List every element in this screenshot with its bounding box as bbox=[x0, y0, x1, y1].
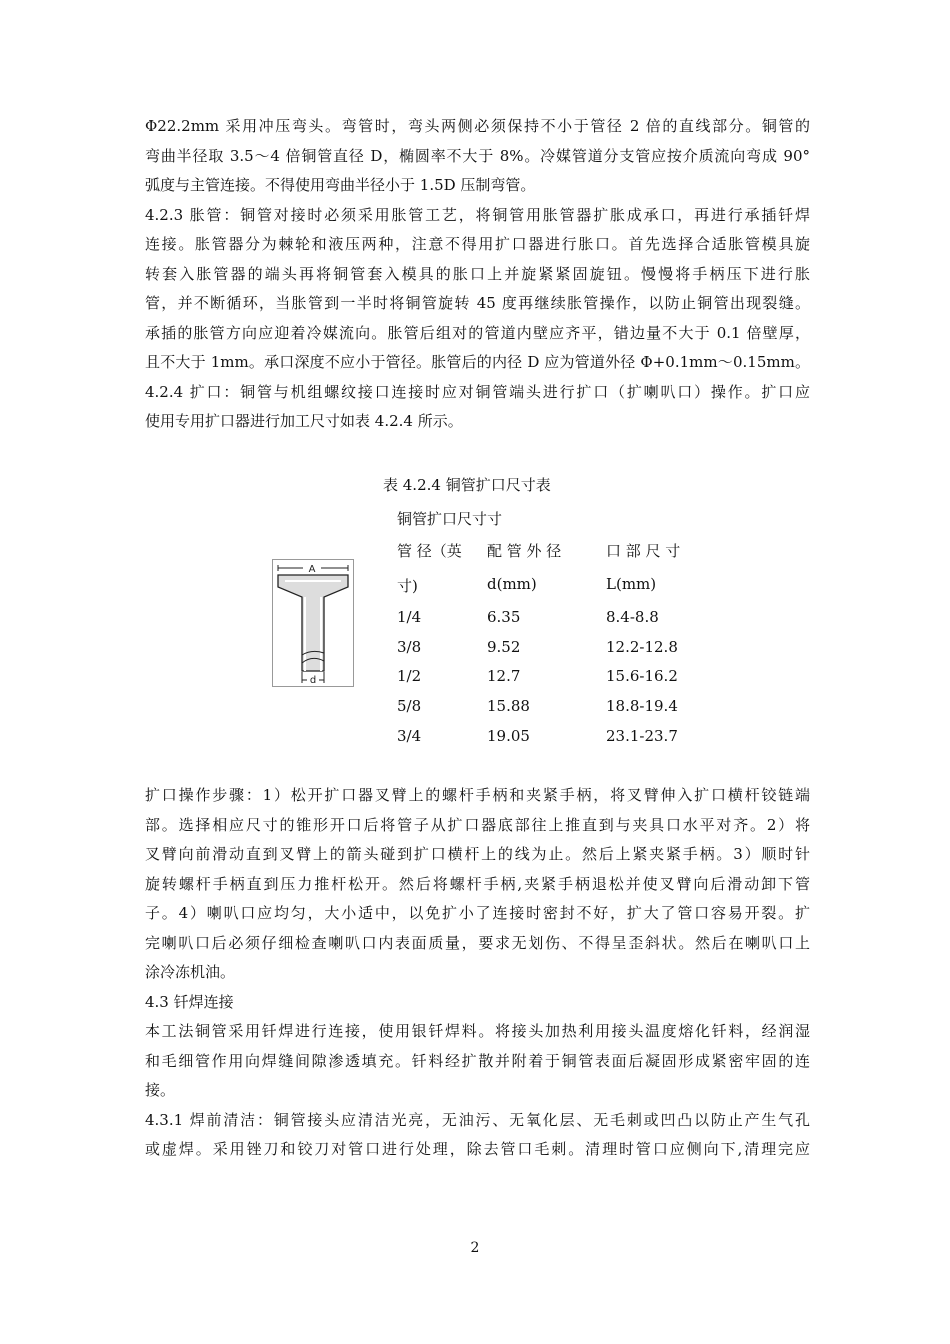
label-d: d bbox=[309, 675, 317, 686]
table-cell: 15.6-16.2 bbox=[606, 667, 678, 685]
table-cell: 8.4-8.8 bbox=[606, 608, 659, 626]
page-number: 2 bbox=[470, 1240, 480, 1256]
text-line: 且不大于 1mm。承口深度不应小于管径。胀管后的内径 D 应为管道外径 Φ+0.1mm～0.15mm。 bbox=[145, 353, 810, 371]
table-cell: 3/8 bbox=[397, 638, 422, 656]
table-cell: 5/8 bbox=[397, 697, 422, 715]
table-cell: 15.88 bbox=[487, 697, 530, 715]
table-cell: 18.8-19.4 bbox=[606, 697, 678, 715]
text-line: 接。 bbox=[145, 1081, 176, 1099]
section-heading-4-2-3: 4.2.3 胀管：铜管对接时必须采用胀管工艺，将铜管用胀管器扩胀成承口，再进行承插钎焊 bbox=[145, 205, 810, 224]
label-a: A bbox=[308, 564, 316, 575]
text-line: 叉臂向前滑动直到叉臂上的箭头碰到扩口横杆上的线为止。然后上紧夹紧手柄。3）顺时针 bbox=[145, 845, 810, 863]
text-line: 部。选择相应尺寸的锥形开口后将管子从扩口器底部往上推直到与夹具口水平对齐。2）将 bbox=[145, 815, 810, 834]
text-line: 完喇叭口后必须仔细检查喇叭口内表面质量，要求无划伤、不得呈歪斜状。然后在喇叭口上 bbox=[145, 933, 810, 952]
table-cell: 12.2-12.8 bbox=[606, 638, 678, 656]
body-text-top bbox=[145, 112, 810, 437]
table-cell: 6.35 bbox=[487, 608, 521, 626]
text-line: 弧度与主管连接。不得使用弯曲半径小于 1.5D 压制弯管。 bbox=[145, 176, 536, 194]
text-line: 旋转螺杆手柄直到压力推杆松开。然后将螺杆手柄,夹紧手柄退松并使叉臂向后滑动卸下管 bbox=[145, 874, 810, 893]
table-cell: 12.7 bbox=[487, 667, 521, 685]
text-line: 转套入胀管器的端头再将铜管套入模具的胀口上并旋紧紧固旋钮。慢慢将手柄压下进行胀 bbox=[145, 264, 810, 283]
header-flare-size: 口 部 尺 寸 bbox=[606, 542, 681, 560]
text-line: 弯曲半径取 3.5～4 倍铜管直径 D，椭圆率不大于 8%。冷媒管道分支管应按介质流向弯成 90° bbox=[145, 146, 810, 165]
table-cell: 19.05 bbox=[487, 727, 530, 745]
text-line: 和毛细管作用向焊缝间隙渗透填充。钎料经扩散并附着于铜管表面后凝固形成紧密牢固的连 bbox=[145, 1051, 810, 1070]
text-line: 子。4）喇叭口应均匀，大小适中，以免扩小了连接时密封不好，扩大了管口容易开裂。扩 bbox=[145, 904, 810, 922]
table-title: 铜管扩口尺寸寸 bbox=[397, 510, 503, 528]
text-line: 连接。胀管器分为棘轮和液压两种，注意不得用扩口器进行胀口。首先选择合适胀管模具旋 bbox=[145, 235, 810, 253]
table-cell: 3/4 bbox=[397, 727, 422, 745]
table-cell: 9.52 bbox=[487, 638, 521, 656]
header-outer-diameter: 配 管 外 径 bbox=[487, 542, 562, 560]
body-text-bottom bbox=[145, 781, 810, 1165]
table-caption: 表 4.2.4 铜管扩口尺寸表 bbox=[383, 476, 551, 494]
header-pipe-size: 管 径（英 bbox=[397, 542, 462, 560]
section-heading-4-3: 4.3 钎焊连接 bbox=[145, 992, 234, 1011]
section-heading-4-2-4: 4.2.4 扩口：铜管与机组螺纹接口连接时应对铜管端头进行扩口（扩喇叭口）操作。扩口应 bbox=[145, 382, 810, 401]
text-line: Φ22.2mm 采用冲压弯头。弯管时，弯头两侧必须保持不小于管径 2 倍的直线部分。铜管的 bbox=[145, 117, 810, 135]
header-outer-diameter-unit: d(mm) bbox=[487, 575, 537, 593]
flare-diagram bbox=[272, 559, 354, 687]
text-line: 扩口操作步骤：1）松开扩口器叉臂上的螺杆手柄和夹紧手柄，将叉臂伸入扩口横杆铰链端 bbox=[145, 786, 810, 804]
header-flare-size-unit: L(mm) bbox=[606, 575, 657, 593]
section-heading-4-3-1: 4.3.1 焊前清洁：铜管接头应清洁光亮，无油污、无氧化层、无毛刺或凹凸以防止产生气孔 bbox=[145, 1110, 810, 1129]
header-pipe-size-unit: 寸) bbox=[397, 577, 418, 595]
table-cell: 1/2 bbox=[397, 667, 422, 685]
table-cell: 23.1-23.7 bbox=[606, 727, 678, 745]
text-line: 涂冷冻机油。 bbox=[145, 963, 236, 981]
text-line: 使用专用扩口器进行加工尺寸如表 4.2.4 所示。 bbox=[145, 412, 463, 430]
flare-diagram-svg bbox=[272, 559, 354, 687]
table-cell: 1/4 bbox=[397, 608, 422, 626]
text-line: 管，并不断循环，当胀管到一半时将铜管旋转 45 度再继续胀管操作，以防止铜管出现裂缝。 bbox=[145, 294, 810, 312]
text-line: 或虚焊。采用锉刀和铰刀对管口进行处理，除去管口毛刺。清理时管口应侧向下,清理完应 bbox=[145, 1140, 810, 1158]
text-line: 承插的胀管方向应迎着冷媒流向。胀管后组对的管道内壁应齐平，错边量不大于 0.1 倍壁厚， bbox=[145, 323, 810, 342]
text-line: 本工法铜管采用钎焊进行连接，使用银钎焊料。将接头加热利用接头温度熔化钎料，经润湿 bbox=[145, 1022, 810, 1040]
